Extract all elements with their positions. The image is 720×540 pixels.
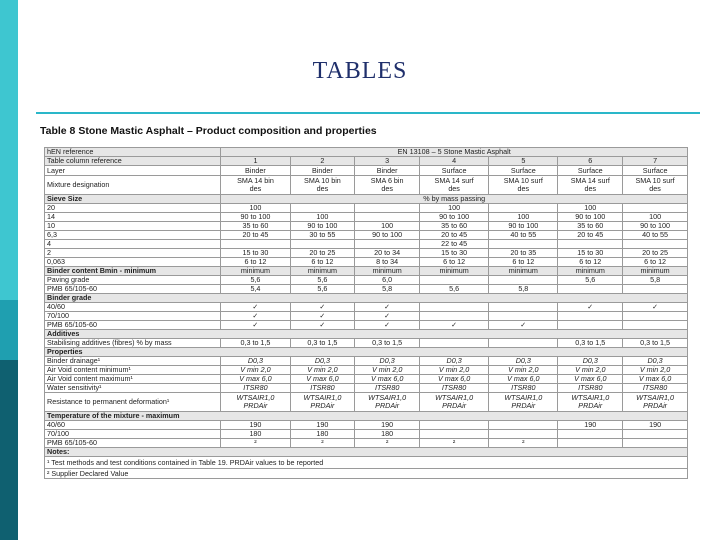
table-cell: 4	[420, 157, 489, 166]
table-cell: PMB 65/105-60	[45, 285, 221, 294]
table-cell: 5,6	[420, 285, 489, 294]
table-row	[45, 393, 688, 412]
table-cell: 0,3 to 1,5	[221, 339, 290, 348]
title-divider	[36, 112, 700, 114]
table-cell: ITSR80	[290, 384, 355, 393]
table-cell: 100	[221, 204, 290, 213]
table-cell: Binder content Bmin - minimum	[45, 267, 221, 276]
table-row	[45, 166, 688, 176]
table-cell: V max 6,0	[290, 375, 355, 384]
table-row	[45, 421, 688, 430]
table-cell: 6 to 12	[290, 258, 355, 267]
table-cell: 20 to 25	[290, 249, 355, 258]
table-row	[45, 439, 688, 448]
table-cell: 5,8	[489, 285, 558, 294]
table-cell: Air Void content minimum¹	[45, 366, 221, 375]
table-cell: % by mass passing	[221, 195, 688, 204]
table-cell	[290, 204, 355, 213]
table-cell: Binder	[221, 166, 290, 176]
table-cell: ²	[290, 439, 355, 448]
table-cell: 40/60	[45, 303, 221, 312]
table-cell: Additives	[45, 330, 688, 339]
table-cell	[489, 312, 558, 321]
table-cell: minimum	[558, 267, 623, 276]
table-cell: D0,3	[420, 357, 489, 366]
table-cell: SMA 14 surf des	[420, 176, 489, 195]
table-cell: Properties	[45, 348, 688, 357]
table-cell: ✓	[355, 321, 420, 330]
table-cell: 40 to 55	[623, 231, 688, 240]
table-cell: 15 to 30	[420, 249, 489, 258]
table-cell: 10	[45, 222, 221, 231]
table-cell: WTSAIR1,0 PRDAir	[221, 393, 290, 412]
table-cell: 40/60	[45, 421, 221, 430]
table-cell	[558, 240, 623, 249]
table-row	[45, 276, 688, 285]
table-cell	[623, 285, 688, 294]
table-cell: 35 to 60	[420, 222, 489, 231]
table-cell: D0,3	[221, 357, 290, 366]
table-cell: V max 6,0	[420, 375, 489, 384]
table-row	[45, 258, 688, 267]
table-cell	[489, 204, 558, 213]
table-cell: ✓	[221, 303, 290, 312]
table-cell: 5,6	[221, 276, 290, 285]
table-row	[45, 231, 688, 240]
table-cell	[489, 421, 558, 430]
table-cell: 40 to 55	[489, 231, 558, 240]
table-cell: 0,3 to 1,5	[623, 339, 688, 348]
table-cell: 180	[355, 430, 420, 439]
table-cell: V max 6,0	[623, 375, 688, 384]
table-cell: 6 to 12	[489, 258, 558, 267]
table-cell: minimum	[489, 267, 558, 276]
table-cell	[420, 303, 489, 312]
table-body	[45, 148, 688, 479]
composition-table	[44, 147, 688, 479]
table-cell: 90 to 100	[355, 231, 420, 240]
table-cell: 5	[489, 157, 558, 166]
table-row	[45, 249, 688, 258]
table-cell: SMA 14 surf des	[558, 176, 623, 195]
table-cell	[558, 439, 623, 448]
table-cell	[489, 339, 558, 348]
table-cell	[420, 276, 489, 285]
table-cell: ITSR80	[355, 384, 420, 393]
table-cell: 0,3 to 1,5	[355, 339, 420, 348]
table-row	[45, 195, 688, 204]
table-title: Table 8 Stone Mastic Asphalt – Product composition and properties	[40, 125, 377, 137]
table-cell: ITSR80	[420, 384, 489, 393]
table-cell: 20 to 25	[623, 249, 688, 258]
table-cell: ²	[355, 439, 420, 448]
table-cell: 6 to 12	[623, 258, 688, 267]
table-cell: 20 to 34	[355, 249, 420, 258]
table-cell: ✓	[420, 321, 489, 330]
table-cell: EN 13108 – 5 Stone Mastic Asphalt	[221, 148, 688, 157]
table-cell: Table column reference	[45, 157, 221, 166]
table-cell: ✓	[623, 303, 688, 312]
table-cell	[623, 312, 688, 321]
table-cell	[623, 321, 688, 330]
table-cell	[420, 430, 489, 439]
table-cell	[355, 204, 420, 213]
table-cell: 6,0	[355, 276, 420, 285]
table-cell: 90 to 100	[489, 222, 558, 231]
table-cell: V max 6,0	[355, 375, 420, 384]
table-cell: 6,3	[45, 231, 221, 240]
table-row	[45, 330, 688, 339]
table-cell: 15 to 30	[221, 249, 290, 258]
table-cell: hEN reference	[45, 148, 221, 157]
table-cell: Notes:	[45, 448, 688, 457]
table-cell: 30 to 55	[290, 231, 355, 240]
table-cell: 5,8	[355, 285, 420, 294]
table-cell: ✓	[558, 303, 623, 312]
table-cell: ²	[420, 439, 489, 448]
table-cell: ✓	[221, 321, 290, 330]
table-row	[45, 157, 688, 166]
table-cell: ITSR80	[221, 384, 290, 393]
table-row	[45, 303, 688, 312]
table-cell: 5,8	[623, 276, 688, 285]
table-cell: SMA 10 surf des	[623, 176, 688, 195]
table-cell: 100	[420, 204, 489, 213]
table-cell: V max 6,0	[489, 375, 558, 384]
table-cell	[489, 303, 558, 312]
table-row	[45, 339, 688, 348]
table-cell: SMA 10 surf des	[489, 176, 558, 195]
table-cell	[558, 312, 623, 321]
table-cell	[221, 240, 290, 249]
table-cell: ² Supplier Declared Value	[45, 469, 688, 479]
table-cell: 4	[45, 240, 221, 249]
table-cell	[623, 204, 688, 213]
table-cell	[489, 430, 558, 439]
table-cell: 20 to 45	[558, 231, 623, 240]
table-cell: 190	[558, 421, 623, 430]
table-cell: Stabilising additives (fibres) % by mass	[45, 339, 221, 348]
table-cell: 100	[623, 213, 688, 222]
table-cell: ITSR80	[489, 384, 558, 393]
table-cell: minimum	[290, 267, 355, 276]
slide-title: TABLES	[312, 58, 408, 84]
slide-accent-stripe-bottom	[0, 360, 18, 540]
table-cell: 70/100	[45, 430, 221, 439]
table-row	[45, 267, 688, 276]
table-cell: WTSAIR1,0 PRDAir	[355, 393, 420, 412]
table-cell: 20 to 35	[489, 249, 558, 258]
table-cell: 70/100	[45, 312, 221, 321]
table-row	[45, 430, 688, 439]
table-cell	[558, 430, 623, 439]
table-row	[45, 312, 688, 321]
table-cell: 5,6	[558, 276, 623, 285]
table-cell: 20 to 45	[420, 231, 489, 240]
table-cell: 35 to 60	[558, 222, 623, 231]
table-cell: ✓	[355, 312, 420, 321]
table-cell	[558, 321, 623, 330]
table-cell: minimum	[355, 267, 420, 276]
table-cell: Paving grade	[45, 276, 221, 285]
table-cell: SMA 6 bin des	[355, 176, 420, 195]
table-cell: Air Void content maximum¹	[45, 375, 221, 384]
table-row	[45, 412, 688, 421]
table-cell: Mixture designation	[45, 176, 221, 195]
table-row	[45, 384, 688, 393]
table-row	[45, 148, 688, 157]
table-cell: minimum	[221, 267, 290, 276]
table-cell: ✓	[489, 321, 558, 330]
table-cell: 6 to 12	[221, 258, 290, 267]
table-cell: Water sensitivity¹	[45, 384, 221, 393]
table-cell: PMB 65/105-60	[45, 439, 221, 448]
table-cell: 15 to 30	[558, 249, 623, 258]
slide-accent-stripe-top	[0, 0, 18, 300]
table-cell: Surface	[623, 166, 688, 176]
table-cell: 0,3 to 1,5	[558, 339, 623, 348]
table-row	[45, 366, 688, 375]
table-cell: 90 to 100	[420, 213, 489, 222]
table-cell: SMA 10 bin des	[290, 176, 355, 195]
table-row	[45, 457, 688, 469]
table-cell: V min 2,0	[420, 366, 489, 375]
table-cell	[623, 240, 688, 249]
table-cell: ITSR80	[558, 384, 623, 393]
table-cell	[355, 213, 420, 222]
table-cell: V max 6,0	[221, 375, 290, 384]
table-cell: Resistance to permanent deformation¹	[45, 393, 221, 412]
table-row	[45, 176, 688, 195]
table-cell: V min 2,0	[623, 366, 688, 375]
table-cell: 20	[45, 204, 221, 213]
table-cell: V min 2,0	[290, 366, 355, 375]
table-row	[45, 285, 688, 294]
table-cell: 100	[355, 222, 420, 231]
table-row	[45, 204, 688, 213]
table-cell: 1	[221, 157, 290, 166]
table-cell: ITSR80	[623, 384, 688, 393]
table-cell: V max 6,0	[558, 375, 623, 384]
table-cell: WTSAIR1,0 PRDAir	[489, 393, 558, 412]
table-cell	[558, 285, 623, 294]
table-cell: 100	[290, 213, 355, 222]
table-cell: Layer	[45, 166, 221, 176]
table-cell: ✓	[221, 312, 290, 321]
table-cell: 3	[355, 157, 420, 166]
table-row	[45, 357, 688, 366]
table-cell: 100	[489, 213, 558, 222]
table-cell: 35 to 60	[221, 222, 290, 231]
table-cell: 0,063	[45, 258, 221, 267]
table-row	[45, 321, 688, 330]
table-cell: D0,3	[355, 357, 420, 366]
table-cell: WTSAIR1,0 PRDAir	[420, 393, 489, 412]
table-cell: Surface	[489, 166, 558, 176]
table-cell: 5,6	[290, 285, 355, 294]
table-row	[45, 348, 688, 357]
table-cell: Binder	[355, 166, 420, 176]
table-cell: V min 2,0	[489, 366, 558, 375]
table-cell: 90 to 100	[290, 222, 355, 231]
table-row	[45, 240, 688, 249]
table-cell: Binder drainage¹	[45, 357, 221, 366]
table-cell: Surface	[420, 166, 489, 176]
table-cell: Surface	[558, 166, 623, 176]
table-cell: 7	[623, 157, 688, 166]
table-cell: 2	[45, 249, 221, 258]
table-cell: 22 to 45	[420, 240, 489, 249]
table-cell: D0,3	[489, 357, 558, 366]
table-cell	[623, 439, 688, 448]
table-cell: ✓	[355, 303, 420, 312]
table-cell: minimum	[623, 267, 688, 276]
table-cell: ✓	[290, 312, 355, 321]
table-cell: Temperature of the mixture - maximum	[45, 412, 688, 421]
table-row	[45, 375, 688, 384]
table-cell: ²	[489, 439, 558, 448]
table-row	[45, 222, 688, 231]
table-cell: 8 to 34	[355, 258, 420, 267]
table-row	[45, 294, 688, 303]
table-cell: D0,3	[623, 357, 688, 366]
table-cell: 6	[558, 157, 623, 166]
table-cell: V min 2,0	[558, 366, 623, 375]
table-cell: ¹ Test methods and test conditions contained in Table 19. PRDAir values to be reported	[45, 457, 688, 469]
table-cell	[420, 421, 489, 430]
table-cell: 14	[45, 213, 221, 222]
table-cell: Sieve Size	[45, 195, 221, 204]
table-cell: WTSAIR1,0 PRDAir	[558, 393, 623, 412]
table-cell: ²	[221, 439, 290, 448]
table-cell: D0,3	[290, 357, 355, 366]
table-cell: 190	[623, 421, 688, 430]
table-cell: 6 to 12	[420, 258, 489, 267]
table-cell: Binder grade	[45, 294, 688, 303]
table-cell: WTSAIR1,0 PRDAir	[623, 393, 688, 412]
table-cell: 180	[290, 430, 355, 439]
table-cell: 0,3 to 1,5	[290, 339, 355, 348]
table-cell: 90 to 100	[221, 213, 290, 222]
table-cell: 180	[221, 430, 290, 439]
table-cell	[489, 240, 558, 249]
table-cell: 6 to 12	[558, 258, 623, 267]
table-cell: 90 to 100	[558, 213, 623, 222]
table-cell	[355, 240, 420, 249]
table-cell	[623, 430, 688, 439]
table-cell: D0,3	[558, 357, 623, 366]
table-row	[45, 213, 688, 222]
table-cell	[290, 240, 355, 249]
table-cell: ✓	[290, 303, 355, 312]
table-row	[45, 448, 688, 457]
table-cell: V min 2,0	[355, 366, 420, 375]
table-cell: 90 to 100	[623, 222, 688, 231]
table-cell: WTSAIR1,0 PRDAir	[290, 393, 355, 412]
table-cell: 20 to 45	[221, 231, 290, 240]
table-cell: Binder	[290, 166, 355, 176]
table-cell: PMB 65/105-60	[45, 321, 221, 330]
table-cell: SMA 14 bin des	[221, 176, 290, 195]
table-row	[45, 469, 688, 479]
table-cell: 5,6	[290, 276, 355, 285]
table-cell: 190	[355, 421, 420, 430]
table-cell: 100	[558, 204, 623, 213]
table-cell	[489, 276, 558, 285]
table-cell	[420, 312, 489, 321]
table-cell: 190	[221, 421, 290, 430]
slide-accent-stripe-mid	[0, 300, 18, 360]
table-cell: 5,4	[221, 285, 290, 294]
table-cell: minimum	[420, 267, 489, 276]
table-cell: 2	[290, 157, 355, 166]
table-cell	[420, 339, 489, 348]
table-cell: 190	[290, 421, 355, 430]
table-cell: V min 2,0	[221, 366, 290, 375]
table-cell: ✓	[290, 321, 355, 330]
